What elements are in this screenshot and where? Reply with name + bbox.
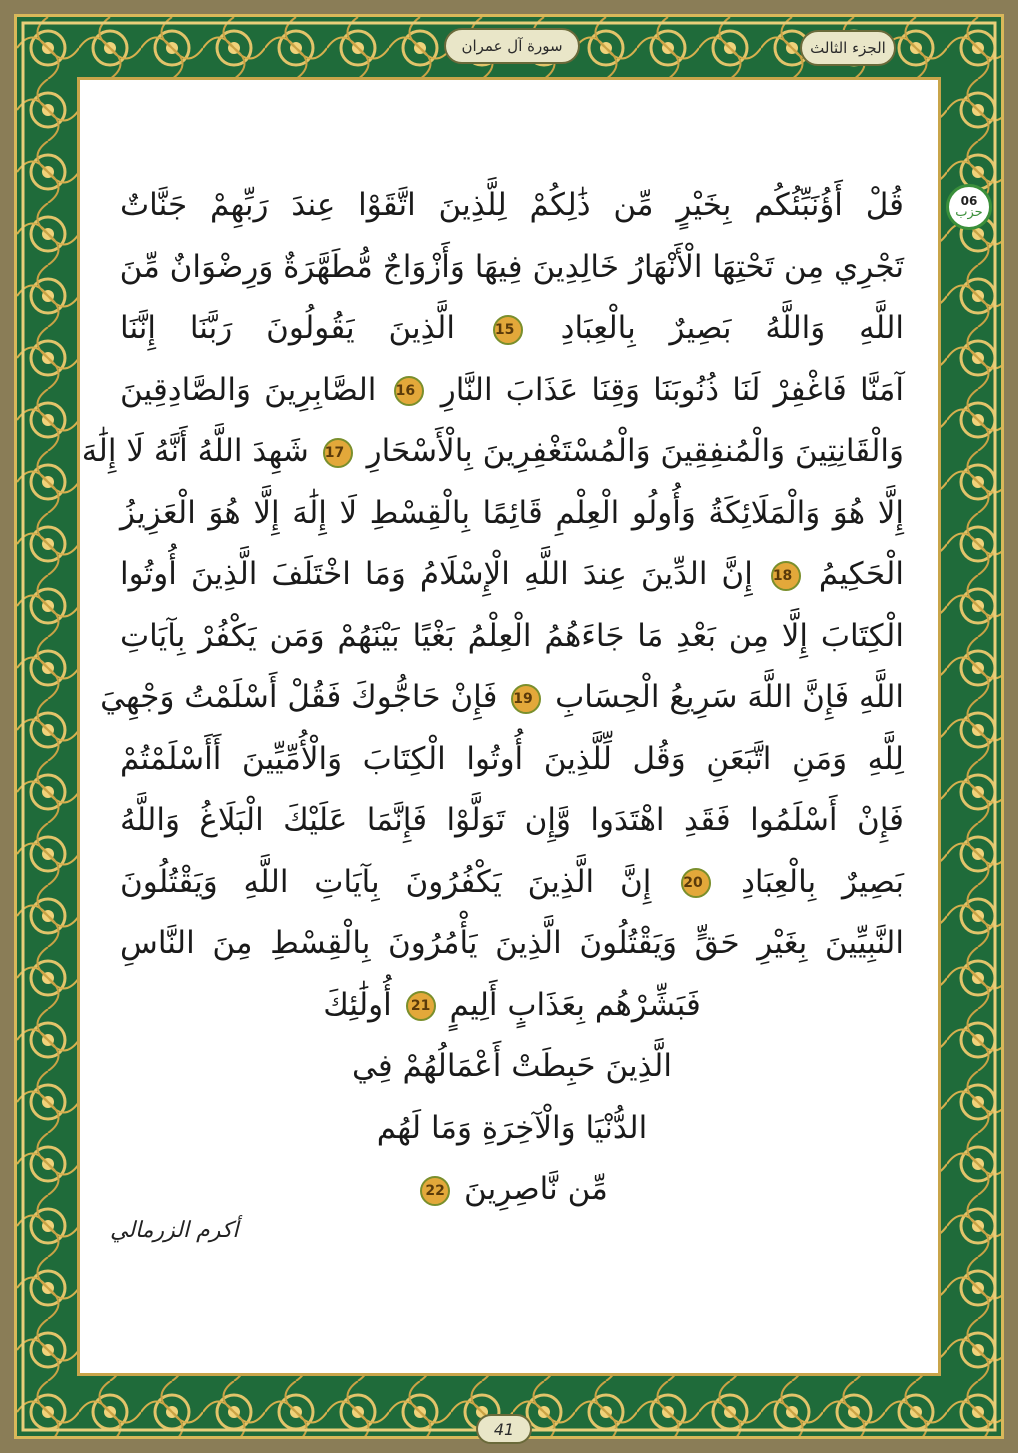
- ayah-number-marker: 16: [394, 376, 424, 406]
- verse-text: فَإِنْ أَسْلَمُوا فَقَدِ اهْتَدَوا وَّإِن تَوَلَّوْا فَإِنَّمَا عَلَيْكَ الْبَلَاغُ وَاللَّهُ: [120, 802, 904, 838]
- text-panel: [77, 77, 941, 1376]
- text-line: [120, 175, 904, 237]
- text-line: [120, 913, 904, 975]
- quran-text-block: [81, 175, 905, 1221]
- text-line: [120, 237, 904, 299]
- text-line: [120, 852, 904, 914]
- text-line: [120, 360, 904, 422]
- verse-text: الَّذِينَ حَبِطَتْ أَعْمَالُهُمْ فِي: [351, 1048, 672, 1084]
- ayah-number-marker: 22: [420, 1176, 450, 1206]
- ayah-number-marker: 21: [406, 991, 436, 1021]
- verse-text: فَإِنْ حَاجُّوكَ فَقُلْ أَسْلَمْتُ وَجْهِيَ: [100, 679, 498, 715]
- verse-text: فَبَشِّرْهُم بِعَذَابٍ أَلِيمٍ: [449, 986, 701, 1023]
- verse-text: شَهِدَ اللَّهُ أَنَّهُ لَا إِلَٰهَ: [81, 433, 309, 469]
- hizb-number: 06: [960, 194, 978, 208]
- verse-text: الْحَكِيمُ: [818, 556, 904, 592]
- verse-text: لِلَّهِ وَمَنِ اتَّبَعَنِ وَقُل لِّلَّذِينَ أُوتُوا الْكِتَابَ وَالْأُمِّيِّينَ أَأَسْلَمْتُمْ: [120, 740, 904, 777]
- text-line: [120, 483, 904, 545]
- verse-text: إِلَّا هُوَ وَالْمَلَائِكَةُ وَأُولُو الْعِلْمِ قَائِمًا بِالْقِسْطِ لَا إِلَٰهَ إِلَّا هُوَ الْعَزِيزُ: [120, 494, 904, 531]
- hizb-marker: [946, 184, 992, 230]
- verse-text: أُولَٰئِكَ: [323, 986, 392, 1023]
- text-line: [100, 667, 904, 729]
- surah-title: سورة آل عمران: [444, 28, 580, 64]
- ayah-number-marker: 17: [323, 438, 353, 468]
- ayah-number-marker: 18: [771, 561, 801, 591]
- page-number: 41: [476, 1414, 532, 1444]
- verse-text: النَّبِيِّينَ بِغَيْرِ حَقٍّ وَيَقْتُلُونَ الَّذِينَ يَأْمُرُونَ بِالْقِسْطِ مِنَ النَّاسِ: [120, 925, 904, 961]
- verse-text: تَجْرِي مِن تَحْتِهَا الْأَنْهَارُ خَالِدِينَ فِيهَا وَأَزْوَاجٌ مُّطَهَّرَةٌ وَرِضْوَانٌ مِّنَ: [119, 248, 904, 285]
- ayah-number-marker: 19: [511, 684, 541, 714]
- verse-text: الَّذِينَ يَقُولُونَ رَبَّنَا إِنَّنَا: [120, 310, 455, 346]
- ayah-number-marker: 15: [493, 315, 523, 345]
- verse-text: إِنَّ الَّذِينَ يَكْفُرُونَ بِآيَاتِ اللَّهِ وَيَقْتُلُونَ: [120, 863, 652, 900]
- text-line: [120, 544, 904, 606]
- text-line: [120, 1098, 904, 1160]
- calligrapher-signature: أكرم الزرمالي: [110, 1218, 239, 1243]
- text-line: [120, 729, 904, 791]
- verse-text: بَصِيرٌ بِالْعِبَادِ: [741, 863, 905, 900]
- text-line: [120, 790, 904, 852]
- verse-text: إِنَّ الدِّينَ عِندَ اللَّهِ الْإِسْلَامُ وَمَا اخْتَلَفَ الَّذِينَ أُوتُوا: [120, 556, 753, 592]
- verse-text: قُلْ أَؤُنَبِّئُكُم بِخَيْرٍ مِّن ذَٰلِكُمْ لِلَّذِينَ اتَّقَوْا عِندَ رَبِّهِمْ جَنَّاتٌ: [120, 187, 904, 223]
- text-line: [81, 421, 904, 483]
- verse-text: الصَّابِرِينَ وَالصَّادِقِينَ: [120, 371, 377, 408]
- juz-label: الجزء الثالث: [800, 30, 896, 66]
- verse-text: الْكِتَابَ إِلَّا مِن بَعْدِ مَا جَاءَهُمُ الْعِلْمُ بَغْيًا بَيْنَهُمْ وَمَن يَكْفُرْ بِآيَاتِ: [120, 617, 904, 654]
- verse-text: الدُّنْيَا وَالْآخِرَةِ وَمَا لَهُم: [376, 1109, 648, 1146]
- ayah-number-marker: 20: [681, 868, 711, 898]
- text-line: [120, 1036, 904, 1098]
- verse-text: وَالْقَانِتِينَ وَالْمُنفِقِينَ وَالْمُسْتَغْفِرِينَ بِالْأَسْحَارِ: [366, 433, 904, 469]
- verse-text: اللَّهِ وَاللَّهُ بَصِيرٌ بِالْعِبَادِ: [560, 310, 905, 346]
- text-line: [120, 298, 904, 360]
- verse-text: آمَنَّا فَاغْفِرْ لَنَا ذُنُوبَنَا وَقِنَا عَذَابَ النَّارِ: [440, 371, 905, 408]
- hizb-mark: حزب: [955, 205, 983, 220]
- text-line: [120, 606, 904, 668]
- text-line: [120, 1159, 904, 1221]
- text-line: [120, 975, 904, 1037]
- verse-text: مِّن نَّاصِرِينَ: [464, 1171, 608, 1207]
- verse-text: اللَّهِ فَإِنَّ اللَّهَ سَرِيعُ الْحِسَابِ: [555, 679, 904, 715]
